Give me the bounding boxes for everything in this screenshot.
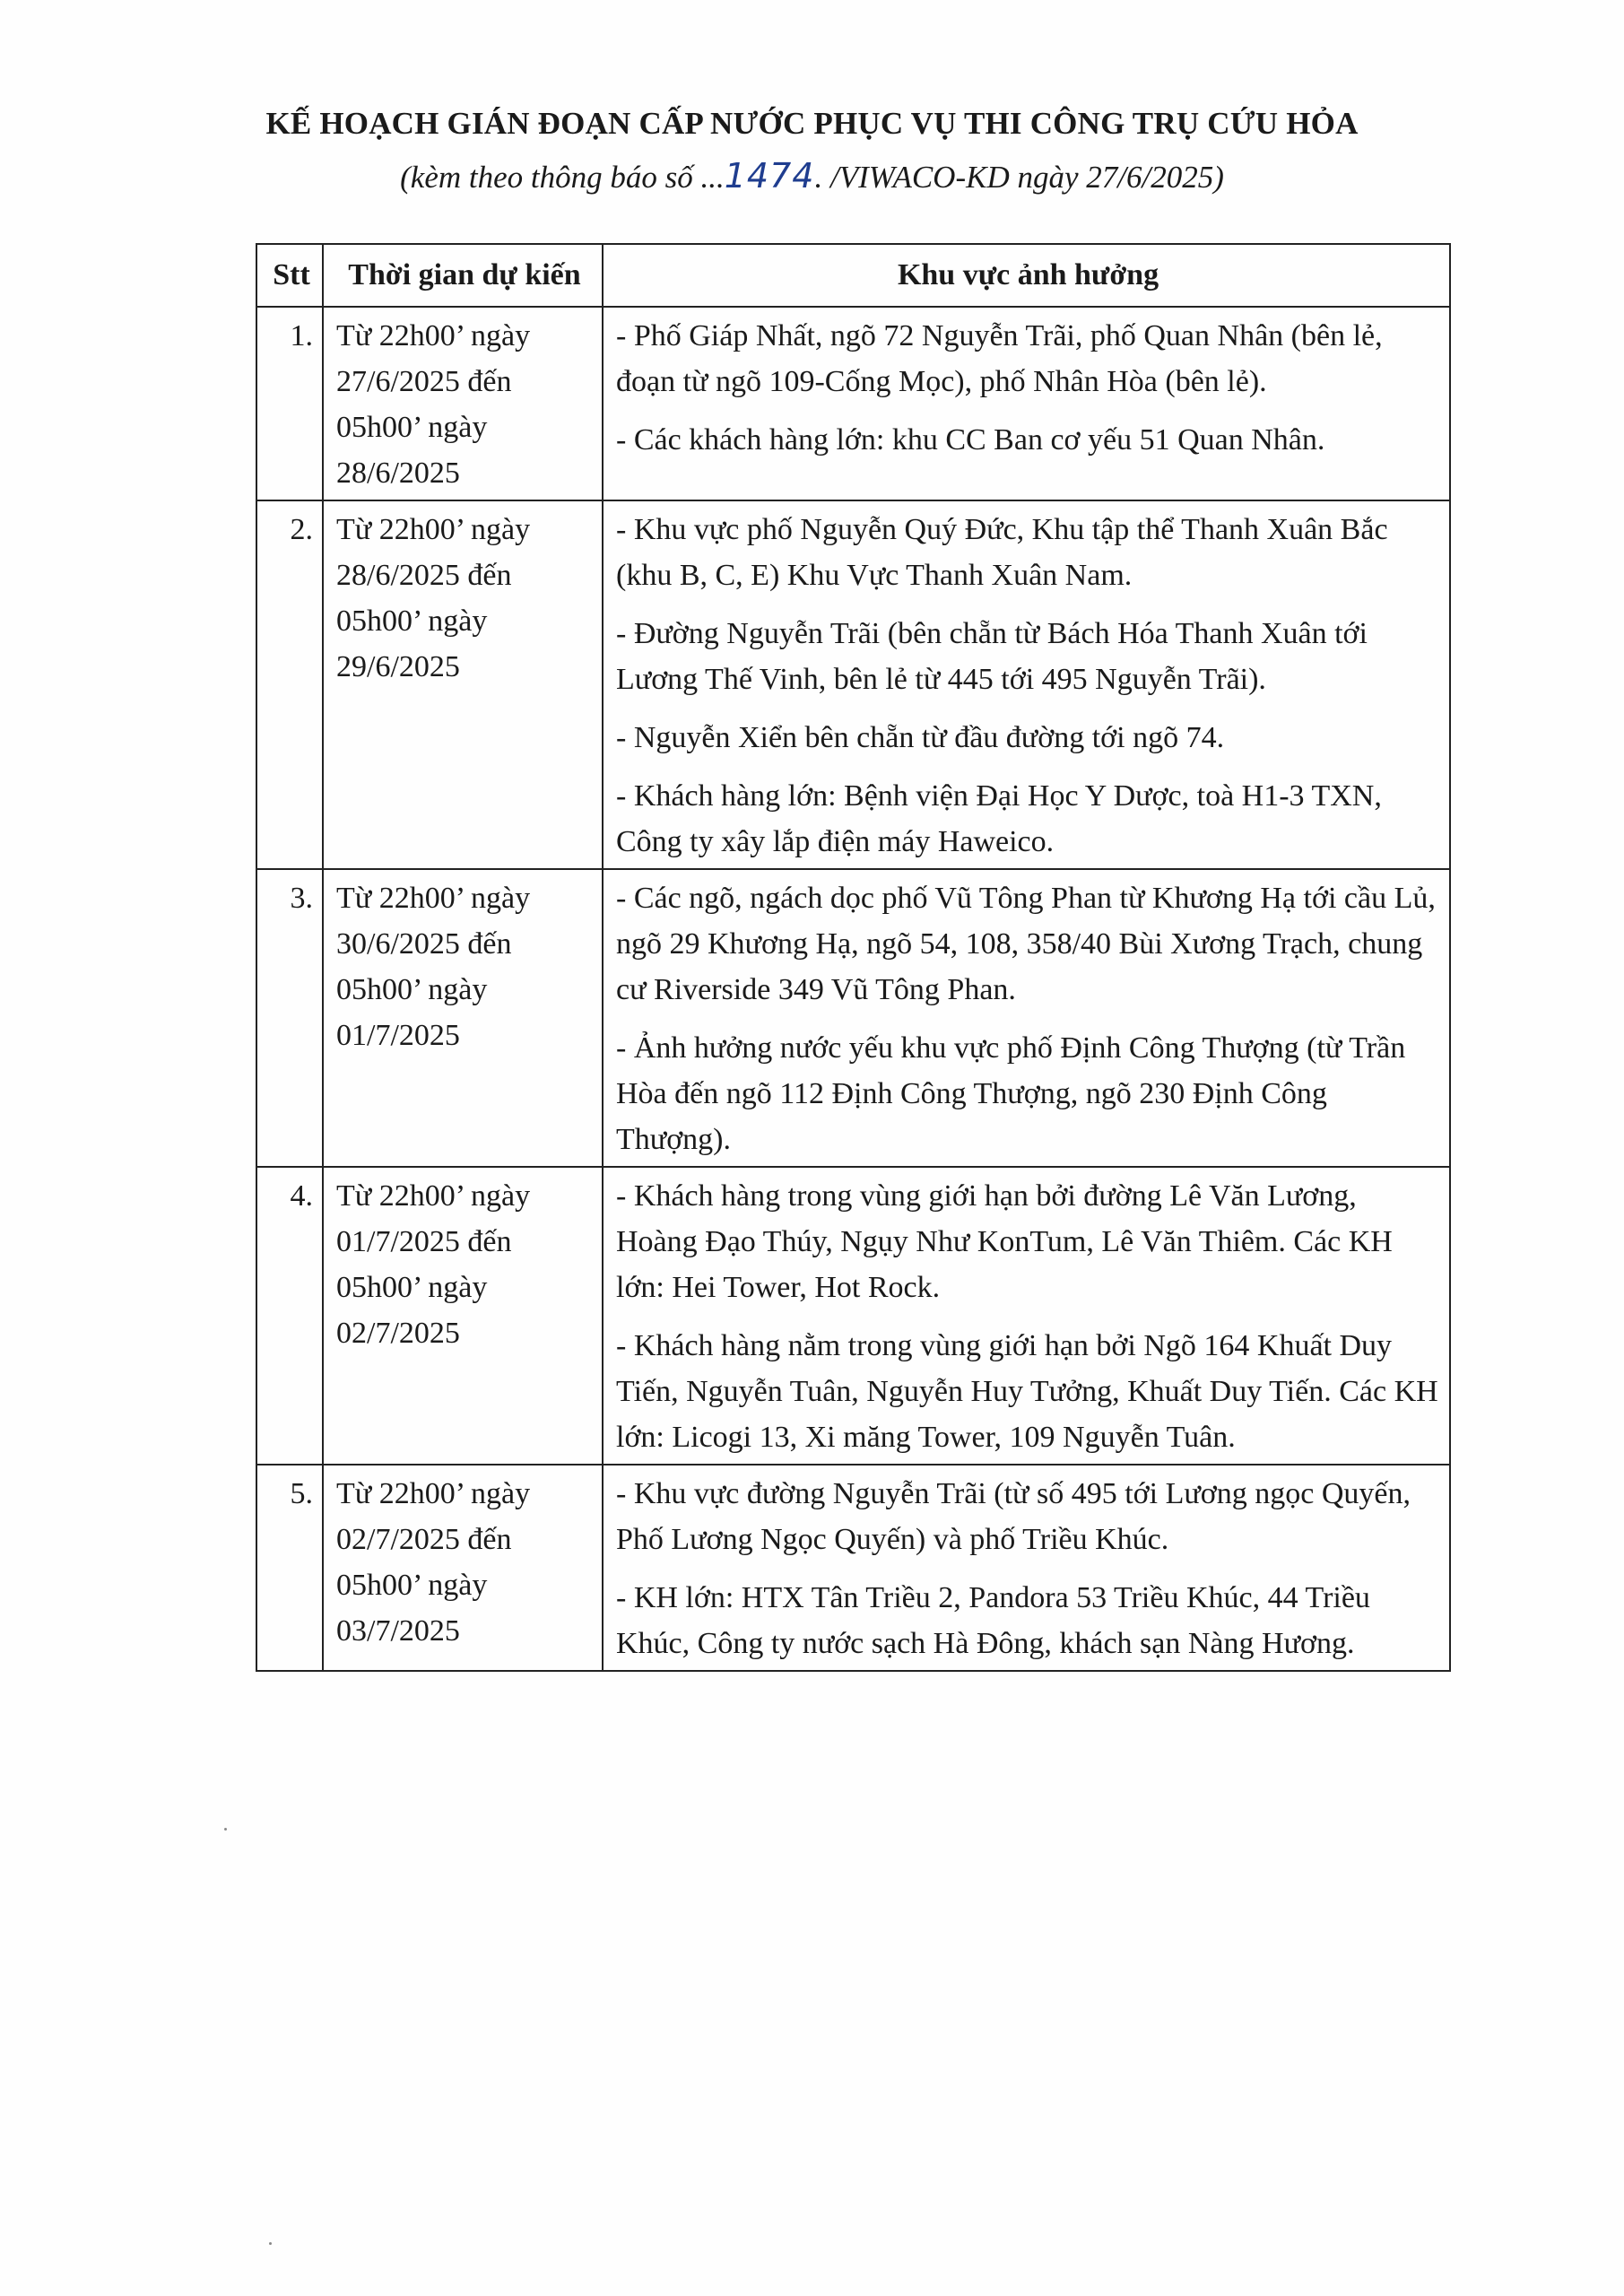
header-area: Khu vực ảnh hưởng xyxy=(603,244,1450,307)
area-item: - Nguyễn Xiển bên chẵn từ đầu đường tới ngõ 74. xyxy=(616,721,1225,754)
header-stt: Stt xyxy=(256,244,323,307)
row-time: Từ 22h00’ ngày 02/7/2025 đến 05h00’ ngày 03/7/2025 xyxy=(323,1465,603,1671)
area-item: - Khách hàng trong vùng giới hạn bởi đường Lê Văn Lương, Hoàng Đạo Thúy, Ngụy Như KonTum, Lê Văn Thiêm. Các KH lớn: Hei Tower, Hot Rock. xyxy=(616,1179,1393,1304)
table-row xyxy=(256,1465,1450,1671)
table-header-row xyxy=(256,244,1450,307)
row-stt: 2. xyxy=(256,500,323,869)
row-time: Từ 22h00’ ngày 30/6/2025 đến 05h00’ ngày 01/7/2025 xyxy=(323,869,603,1167)
row-time: Từ 22h00’ ngày 28/6/2025 đến 05h00’ ngày 29/6/2025 xyxy=(323,500,603,869)
document-subtitle xyxy=(0,156,1624,196)
table-row xyxy=(256,307,1450,500)
row-areas xyxy=(603,500,1450,869)
row-areas xyxy=(603,869,1450,1167)
row-areas xyxy=(603,1167,1450,1465)
water-interruption-table xyxy=(256,243,1451,1672)
row-time: Từ 22h00’ ngày 27/6/2025 đến 05h00’ ngày 28/6/2025 xyxy=(323,307,603,500)
document-title: KẾ HOẠCH GIÁN ĐOẠN CẤP NƯỚC PHỤC VỤ THI CÔNG TRỤ CỨU HỎA xyxy=(265,106,1359,141)
header-time: Thời gian dự kiến xyxy=(323,244,603,307)
area-item: - Khu vực phố Nguyễn Quý Đức, Khu tập thể Thanh Xuân Bắc (khu B, C, E) Khu Vực Thanh Xuân Nam. xyxy=(616,513,1388,592)
row-stt: 1. xyxy=(256,307,323,500)
row-stt: 3. xyxy=(256,869,323,1167)
area-item: - Khách hàng nằm trong vùng giới hạn bởi Ngõ 164 Khuất Duy Tiến, Nguyễn Tuân, Nguyễn Huy Tưởng, Khuất Duy Tiến. Các KH lớn: Licogi 13, Xi măng Tower, 109 Nguyễn Tuân. xyxy=(616,1329,1438,1454)
area-item: - Đường Nguyễn Trãi (bên chẵn từ Bách Hóa Thanh Xuân tới Lương Thế Vinh, bên lẻ từ 445 tới 495 Nguyễn Trãi). xyxy=(616,617,1368,696)
area-item: - KH lớn: HTX Tân Triều 2, Pandora 53 Triều Khúc, 44 Triều Khúc, Công ty nước sạch Hà Đông, khách sạn Nàng Hương. xyxy=(616,1581,1370,1660)
subtitle-prefix: (kèm theo thông báo số ... xyxy=(400,160,725,195)
row-stt: 5. xyxy=(256,1465,323,1671)
area-item: - Khu vực đường Nguyễn Trãi (từ số 495 tới Lương ngọc Quyến, Phố Lương Ngọc Quyến) và phố Triều Khúc. xyxy=(616,1477,1411,1556)
area-item: - Các khách hàng lớn: khu CC Ban cơ yếu 51 Quan Nhân. xyxy=(616,423,1325,457)
scan-speck xyxy=(224,1828,227,1831)
area-item: - Khách hàng lớn: Bệnh viện Đại Học Y Dược, toà H1-3 TXN, Công ty xây lắp điện máy Haweico. xyxy=(616,779,1382,858)
area-item: - Phố Giáp Nhất, ngõ 72 Nguyễn Trãi, phố Quan Nhân (bên lẻ, đoạn từ ngõ 109-Cống Mọc), phố Nhân Hòa (bên lẻ). xyxy=(616,319,1383,398)
row-areas xyxy=(603,307,1450,500)
area-item: - Các ngõ, ngách dọc phố Vũ Tông Phan từ Khương Hạ tới cầu Lủ, ngõ 29 Khương Hạ, ngõ 54, 108, 358/40 Bùi Xương Trạch, chung cư Riverside 349 Vũ Tông Phan. xyxy=(616,882,1436,1006)
table-row xyxy=(256,869,1450,1167)
subtitle-suffix: . /VIWACO-KD ngày 27/6/2025) xyxy=(814,160,1224,195)
handwritten-notice-number: 1474 xyxy=(724,156,815,196)
table-row xyxy=(256,1167,1450,1465)
row-areas xyxy=(603,1465,1450,1671)
row-time: Từ 22h00’ ngày 01/7/2025 đến 05h00’ ngày 02/7/2025 xyxy=(323,1167,603,1465)
table-row xyxy=(256,500,1450,869)
area-item: - Ảnh hưởng nước yếu khu vực phố Định Công Thượng (từ Trần Hòa đến ngõ 112 Định Công Thượng, ngõ 230 Định Công Thượng). xyxy=(616,1031,1406,1156)
scan-speck xyxy=(269,2242,272,2245)
row-stt: 4. xyxy=(256,1167,323,1465)
